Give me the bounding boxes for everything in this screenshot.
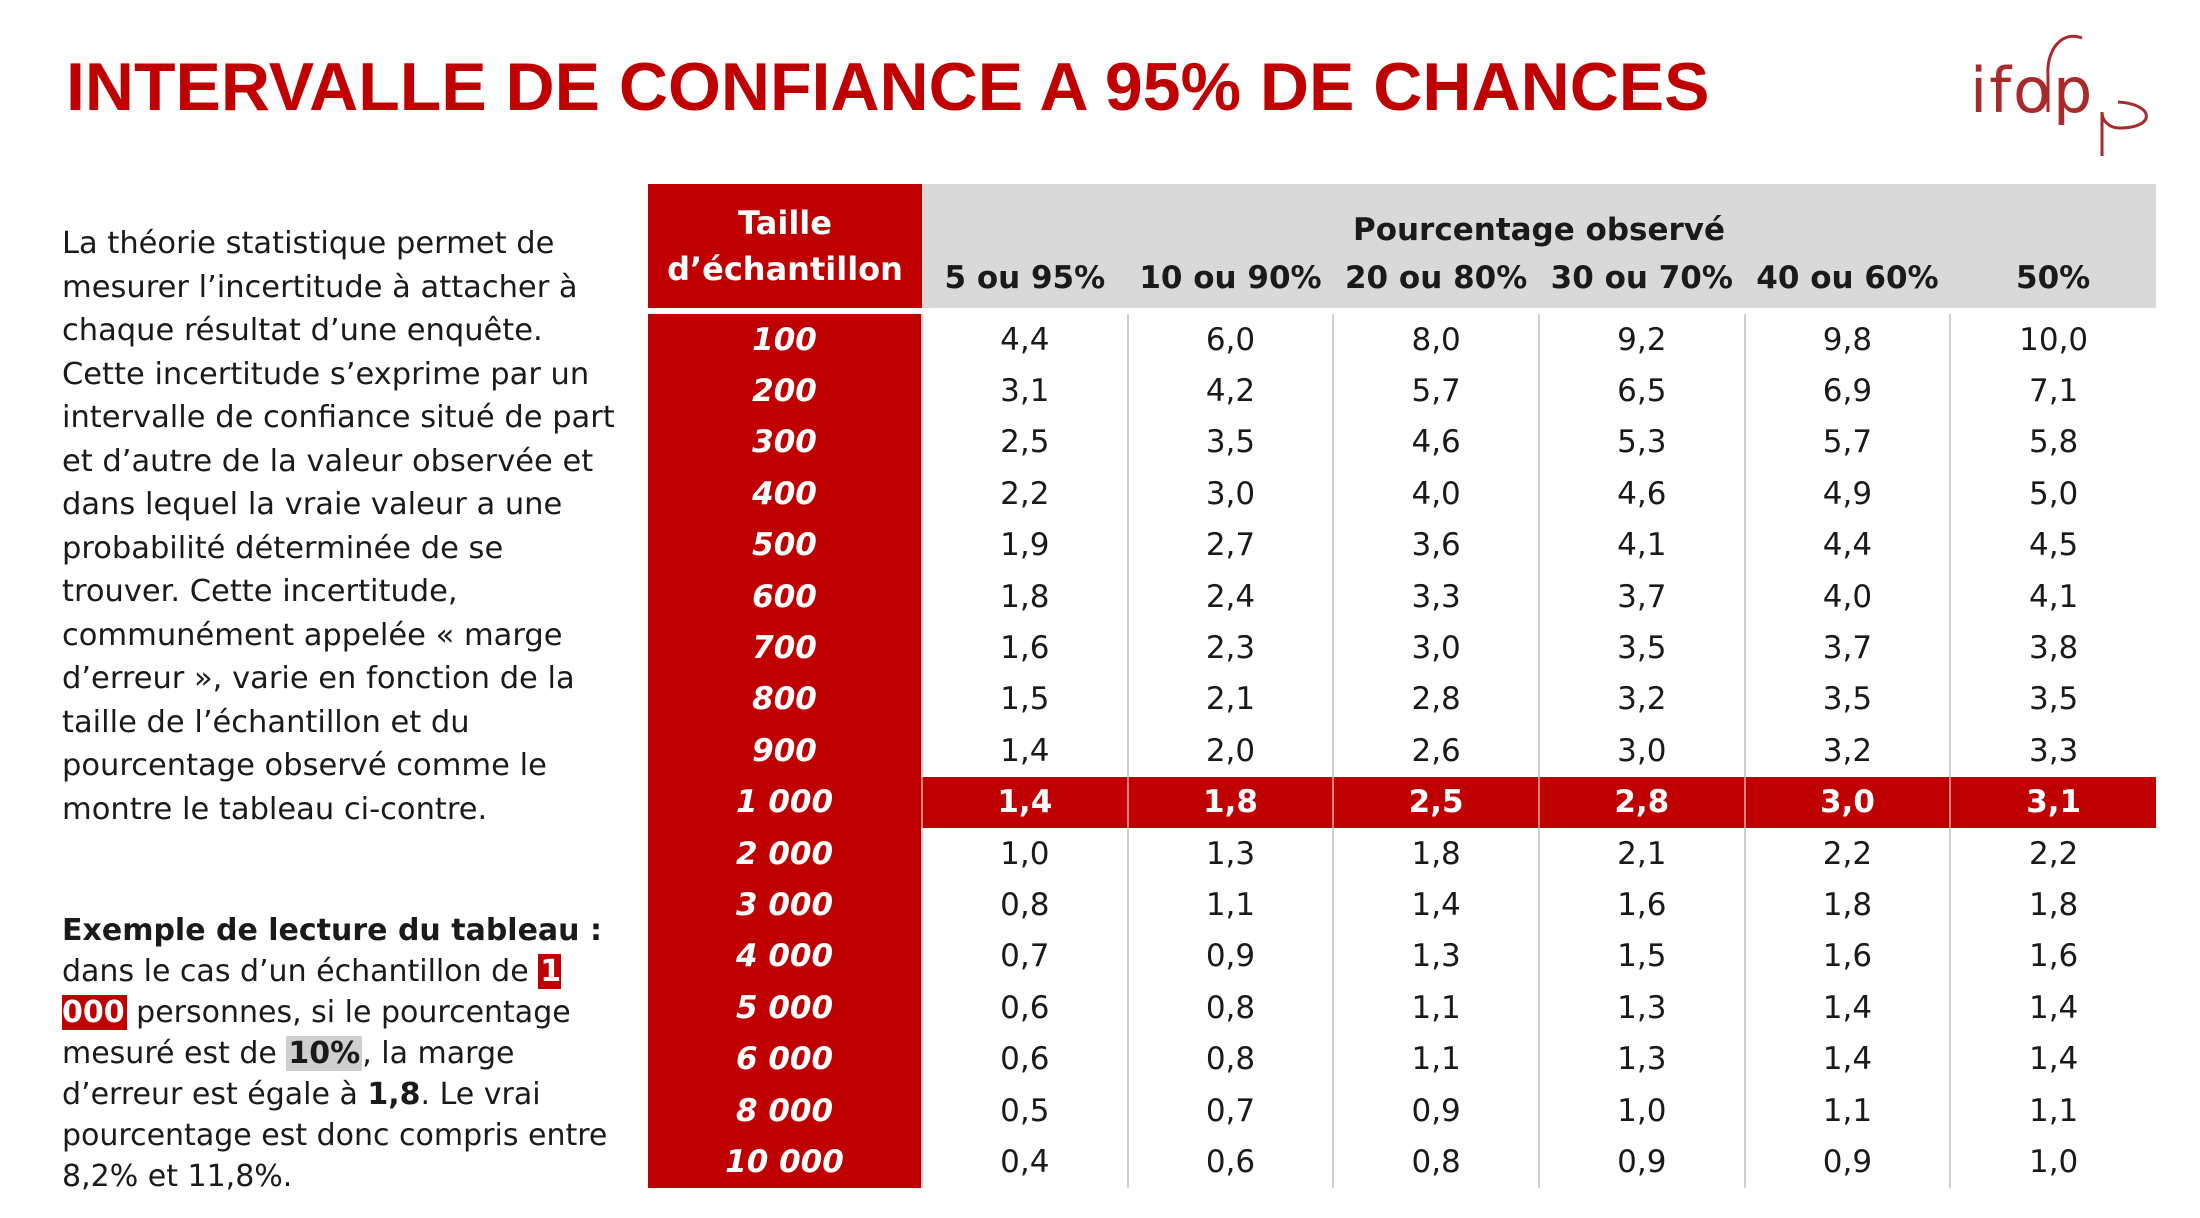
margin-value-cell: 6,0: [1128, 311, 1334, 365]
margin-value-cell: 3,8: [1950, 622, 2156, 673]
margin-value-cell: 1,4: [1950, 1033, 2156, 1084]
margin-value-cell: 2,8: [1539, 777, 1745, 828]
margin-value-cell: 1,5: [1539, 931, 1745, 982]
page-title: INTERVALLE DE CONFIANCE A 95% DE CHANCES: [66, 49, 1710, 125]
margin-value-cell: 1,8: [922, 571, 1128, 622]
margin-value-cell: 1,3: [1333, 931, 1539, 982]
ifop-logo-icon: [1970, 20, 2160, 160]
margin-value-cell: 4,2: [1128, 365, 1334, 416]
table-row: [648, 1085, 2156, 1136]
margin-value-cell: 2,2: [1745, 828, 1951, 879]
margin-value-cell: 1,3: [1539, 1033, 1745, 1084]
table-row: [648, 622, 2156, 673]
margin-value-cell: 5,8: [1950, 417, 2156, 468]
sample-size-cell: 5 000: [648, 982, 922, 1033]
margin-value-cell: 5,0: [1950, 468, 2156, 519]
table-row: [648, 931, 2156, 982]
intro-paragraph: La théorie statistique permet de mesurer l’incertitude à attacher à chaque résultat d’une enquête. Cette incertitude s’exprime par un intervalle de confiance situé de part et d’autre de la valeur observée et dans lequel la vraie valeur a une probabilité déterminée de se trouver. Cette incertitude, communément appelée « marge d’erreur », varie en fonction de la taille de l’échantillon et du pourcentage observé comme le montre le tableau ci-contre.: [62, 226, 615, 827]
margin-value-cell: 3,7: [1745, 622, 1951, 673]
margin-value-cell: 3,5: [1128, 417, 1334, 468]
sample-size-cell: 100: [648, 311, 922, 365]
margin-value-cell: 1,6: [1950, 931, 2156, 982]
margin-value-cell: 4,6: [1539, 468, 1745, 519]
margin-value-cell: 4,5: [1950, 520, 2156, 571]
sample-size-header: [648, 184, 922, 311]
table-body: [648, 311, 2156, 1188]
table-row: [648, 982, 2156, 1033]
margin-value-cell: 1,4: [922, 725, 1128, 776]
margin-value-cell: 1,9: [922, 520, 1128, 571]
table-row: [648, 1136, 2156, 1187]
margin-value-cell: 1,8: [1745, 879, 1951, 930]
margin-value-cell: 2,7: [1128, 520, 1334, 571]
margin-value-cell: 2,2: [922, 468, 1128, 519]
example-paragraph: [62, 910, 622, 1197]
margin-value-cell: 3,1: [922, 365, 1128, 416]
margin-value-cell: 4,6: [1333, 417, 1539, 468]
margin-value-cell: 0,7: [1128, 1085, 1334, 1136]
margin-value-cell: 1,1: [1333, 982, 1539, 1033]
sample-size-cell: 800: [648, 674, 922, 725]
margin-value-cell: 2,8: [1333, 674, 1539, 725]
margin-value-cell: 1,3: [1128, 828, 1334, 879]
example-highlight-percent: 10%: [288, 1036, 361, 1071]
table-row: [648, 674, 2156, 725]
example-text-2: personnes, si le pourcentage mesuré est de: [62, 995, 571, 1071]
margin-value-cell: 3,0: [1539, 725, 1745, 776]
margin-value-cell: 1,0: [922, 828, 1128, 879]
table-row: [648, 725, 2156, 776]
sample-size-cell: 8 000: [648, 1085, 922, 1136]
margin-value-cell: 1,8: [1950, 879, 2156, 930]
margin-value-cell: 4,0: [1333, 468, 1539, 519]
margin-value-cell: 1,8: [1128, 777, 1334, 828]
margin-value-cell: 1,6: [922, 622, 1128, 673]
margin-value-cell: 0,9: [1745, 1136, 1951, 1187]
margin-value-cell: 2,1: [1539, 828, 1745, 879]
margin-value-cell: 9,8: [1745, 311, 1951, 365]
sample-size-cell: 3 000: [648, 879, 922, 930]
table-row: [648, 571, 2156, 622]
example-highlight-size: 1 000: [62, 954, 562, 1030]
column-header: 50%: [1950, 248, 2156, 311]
margin-value-cell: 1,0: [1539, 1085, 1745, 1136]
margin-value-cell: 3,6: [1333, 520, 1539, 571]
column-header: 30 ou 70%: [1539, 248, 1745, 311]
margin-value-cell: 1,1: [1745, 1085, 1951, 1136]
margin-value-cell: 0,6: [1128, 1136, 1334, 1187]
sample-size-header-line2: d’échantillon: [667, 250, 903, 288]
margin-value-cell: 1,5: [922, 674, 1128, 725]
table-row: [648, 777, 2156, 828]
table-row: [648, 828, 2156, 879]
sample-size-cell: 400: [648, 468, 922, 519]
margin-value-cell: 7,1: [1950, 365, 2156, 416]
sample-size-header-line1: Taille: [738, 204, 832, 242]
margin-value-cell: 3,3: [1950, 725, 2156, 776]
margin-value-cell: 3,5: [1745, 674, 1951, 725]
example-text-1: dans le cas d’un échantillon de: [62, 954, 539, 989]
sample-size-cell: 200: [648, 365, 922, 416]
margin-value-cell: 3,2: [1745, 725, 1951, 776]
confidence-interval-table: [648, 184, 2156, 1188]
margin-value-cell: 5,7: [1333, 365, 1539, 416]
margin-value-cell: 2,5: [1333, 777, 1539, 828]
margin-value-cell: 4,1: [1539, 520, 1745, 571]
margin-value-cell: 2,0: [1128, 725, 1334, 776]
margin-value-cell: 1,0: [1950, 1136, 2156, 1187]
sample-size-cell: 700: [648, 622, 922, 673]
margin-value-cell: 4,4: [1745, 520, 1951, 571]
margin-value-cell: 3,0: [1745, 777, 1951, 828]
margin-value-cell: 9,2: [1539, 311, 1745, 365]
margin-value-cell: 0,4: [922, 1136, 1128, 1187]
margin-value-cell: 3,1: [1950, 777, 2156, 828]
sample-size-cell: 300: [648, 417, 922, 468]
table-row: [648, 365, 2156, 416]
margin-value-cell: 1,4: [1745, 1033, 1951, 1084]
margin-value-cell: 1,6: [1539, 879, 1745, 930]
example-text-3: , la marge d’erreur est égale à: [62, 1036, 515, 1112]
margin-value-cell: 0,9: [1539, 1136, 1745, 1187]
margin-value-cell: 1,4: [922, 777, 1128, 828]
margin-value-cell: 0,7: [922, 931, 1128, 982]
margin-value-cell: 0,8: [1128, 1033, 1334, 1084]
sample-size-cell: 600: [648, 571, 922, 622]
sample-size-cell: 1 000: [648, 777, 922, 828]
example-highlight-margin: 1,8: [367, 1077, 421, 1112]
margin-value-cell: 2,4: [1128, 571, 1334, 622]
margin-value-cell: 4,9: [1745, 468, 1951, 519]
example-label: Exemple de lecture du tableau :: [62, 913, 602, 948]
margin-value-cell: 3,0: [1333, 622, 1539, 673]
observed-percentage-header: Pourcentage observé: [922, 184, 2156, 248]
margin-value-cell: 6,5: [1539, 365, 1745, 416]
margin-value-cell: 2,3: [1128, 622, 1334, 673]
example-text-4: . Le vrai pourcentage est donc compris entre 8,2% et 11,8%.: [62, 1077, 608, 1194]
margin-value-cell: 1,4: [1333, 879, 1539, 930]
margin-value-cell: 3,0: [1128, 468, 1334, 519]
logo-text: ifop: [1970, 54, 2095, 127]
column-header: 20 ou 80%: [1333, 248, 1539, 311]
margin-value-cell: 0,9: [1128, 931, 1334, 982]
table-row: [648, 520, 2156, 571]
margin-value-cell: 1,1: [1333, 1033, 1539, 1084]
margin-value-cell: 3,2: [1539, 674, 1745, 725]
column-header: 40 ou 60%: [1745, 248, 1951, 311]
margin-value-cell: 0,8: [922, 879, 1128, 930]
margin-value-cell: 1,1: [1950, 1085, 2156, 1136]
margin-value-cell: 1,4: [1950, 982, 2156, 1033]
table-row: [648, 1033, 2156, 1084]
margin-value-cell: 0,5: [922, 1085, 1128, 1136]
margin-value-cell: 8,0: [1333, 311, 1539, 365]
table-row: [648, 417, 2156, 468]
margin-value-cell: 2,1: [1128, 674, 1334, 725]
margin-value-cell: 3,3: [1333, 571, 1539, 622]
column-header: 10 ou 90%: [1128, 248, 1334, 311]
margin-value-cell: 10,0: [1950, 311, 2156, 365]
sample-size-cell: 4 000: [648, 931, 922, 982]
table-row: [648, 311, 2156, 365]
table-row: [648, 468, 2156, 519]
margin-value-cell: 1,8: [1333, 828, 1539, 879]
margin-value-cell: 4,0: [1745, 571, 1951, 622]
margin-value-cell: 2,2: [1950, 828, 2156, 879]
ifop-logo: [1970, 20, 2160, 160]
confidence-table-container: [648, 184, 2156, 1188]
margin-value-cell: 3,5: [1950, 674, 2156, 725]
margin-value-cell: 0,6: [922, 982, 1128, 1033]
sample-size-cell: 10 000: [648, 1136, 922, 1187]
margin-value-cell: 2,5: [922, 417, 1128, 468]
margin-value-cell: 1,1: [1128, 879, 1334, 930]
sample-size-cell: 6 000: [648, 1033, 922, 1084]
margin-value-cell: 1,3: [1539, 982, 1745, 1033]
margin-value-cell: 5,7: [1745, 417, 1951, 468]
margin-value-cell: 6,9: [1745, 365, 1951, 416]
sample-size-cell: 500: [648, 520, 922, 571]
column-header: 5 ou 95%: [922, 248, 1128, 311]
sample-size-cell: 2 000: [648, 828, 922, 879]
margin-value-cell: 2,6: [1333, 725, 1539, 776]
margin-value-cell: 4,4: [922, 311, 1128, 365]
margin-value-cell: 0,8: [1333, 1136, 1539, 1187]
margin-value-cell: 0,6: [922, 1033, 1128, 1084]
table-row: [648, 879, 2156, 930]
sample-size-cell: 900: [648, 725, 922, 776]
margin-value-cell: 3,7: [1539, 571, 1745, 622]
margin-value-cell: 1,4: [1745, 982, 1951, 1033]
margin-value-cell: 5,3: [1539, 417, 1745, 468]
margin-value-cell: 3,5: [1539, 622, 1745, 673]
margin-value-cell: 4,1: [1950, 571, 2156, 622]
margin-value-cell: 0,8: [1128, 982, 1334, 1033]
margin-value-cell: 1,6: [1745, 931, 1951, 982]
margin-value-cell: 0,9: [1333, 1085, 1539, 1136]
